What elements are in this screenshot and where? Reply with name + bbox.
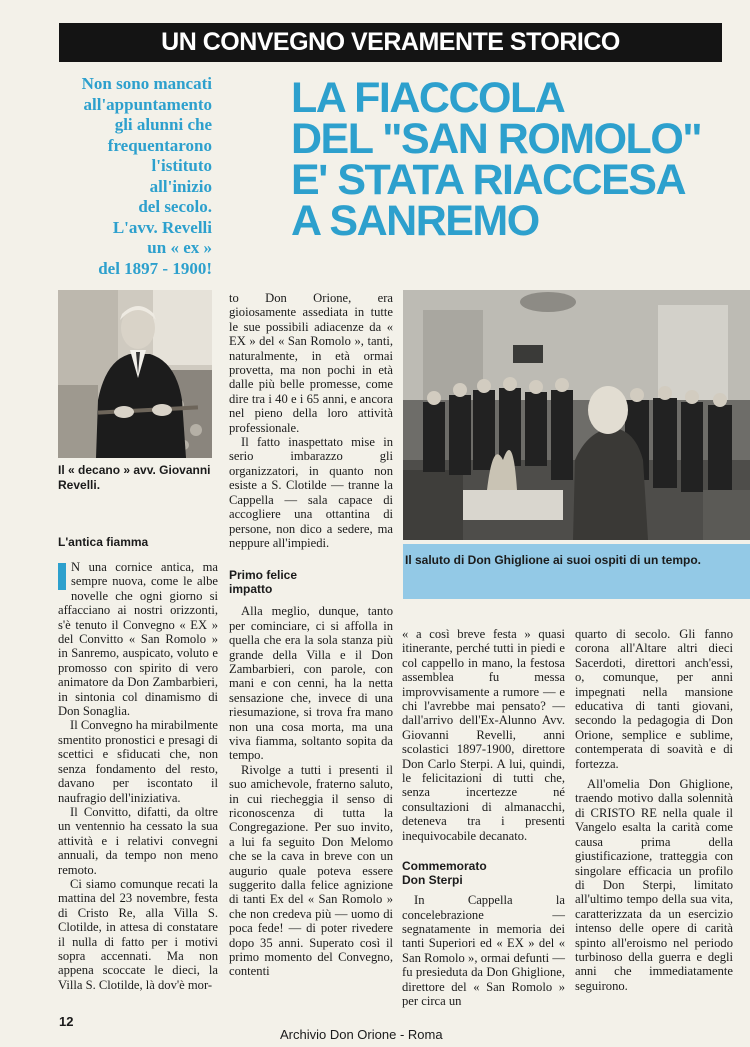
article-paragraph: « a così breve festa » quasi itinerante, perché tutti in piedi e col cappello in mano, la festosa assemblea fu messa improvvisamente a rumore — e chi l'avrebbe mai pensato? — dall'arrivo dell'Ex-Alunno Avv. Giovanni Revelli, anni scolastici 1897-1900, direttore Don Carlo Sterpi. A lui, quindi, le felicitazioni di tutti che, senza incertezze né consultazioni di almanacchi, deteneva tra i presenti inequivocabile decanato. [402,627,565,843]
subtitle-line: l'istituto [151,156,212,175]
subtitle-line: del secolo. [138,197,212,216]
article-paragraph: Il fatto inaspettato mise in serio imbarazzo gli organizzatori, in quanto non esiste a S. Clotilde — tranne la Cappella — sala capace di accogliere una ottantina di persone, non dico a sedere, ma neppure all'impiedi. [229,435,393,550]
drop-cap-marker [58,563,66,590]
article-paragraph: Il Convitto, difatti, da oltre un ventennio ha cessato la sua attività e i relativi convegni annuali, da tempo non meno remoto. [58,804,218,877]
article-paragraph: Ci siamo comunque recati la mattina del 23 novembre, festa di Cristo Re, alla Villa S. Clotilde, in attesa di constatare il nulla di fatto per i motivi sopra accennati. Ma non appena scoccate le dieci, la Villa S. Clotilde, là dov'è mor- [58,876,218,992]
photo-gathering-illustration [403,290,750,540]
heading-line: Commemorato [402,859,487,874]
article-paragraph: N una cornice antica, ma sempre nuova, come le albe novelle che ogni giorno si affacciano ai nostri orizzonti, s'è tenuto il Convegno « EX » del Convitto « San Romolo » in Sanremo, auspicato, voluto e promosso con spirito di vero animatore da Don Zambarbieri, in sintonia col dinamismo di Don Sonaglia. [58,560,218,719]
article-column-2 [229,291,393,979]
subtitle-line: del 1897 - 1900! [98,258,212,278]
photo-gathering-caption: Il saluto di Don Ghiglione ai suoi ospiti di un tempo. [405,553,701,567]
subtitle-line: all'inizio [149,176,212,196]
article-subtitle [56,74,212,279]
heading-line: Don Sterpi [402,873,463,888]
heading-line: impatto [229,582,273,597]
article-column-1 [58,535,218,992]
article-paragraph: quarto di secolo. Gli fanno corona all'Altare altri dieci Sacerdoti, direttori anch'essi, o, comunque, per anni impegnati nella mansione educativa di tanti giovani, secondo la pedagogia di Don Orione, semplice e sublime, contemperata di soavità e di fortezza. [575,627,733,771]
subtitle-line: L'avv. Revelli [112,217,212,237]
section-heading-antica-fiamma: L'antica fiamma [58,535,149,549]
article-column-3 [402,627,565,1008]
subtitle-line: all'appuntamento [83,94,212,114]
headline-line: DEL "SAN ROMOLO" [291,115,702,163]
article-headline [291,74,750,245]
article-paragraph: Alla meglio, dunque, tanto per cominciare, ci si affolla in quella che era la sola stanza più grande della Villa e il Don Zambarbieri, con parole, con mani e con cenni, ha la netta sensazione che, invece di una riesumazione, si trova fra mano non una cosa morta, ma una viva fiamma, soltanto sopita da tempo. [229,604,393,763]
headline-line: A SANREMO [291,197,539,245]
photo-gathering [403,290,750,540]
photo-revelli-illustration [58,290,212,458]
photo-revelli [58,290,212,458]
subtitle-line: gli alunni che [114,115,212,134]
archive-footer: Archivio Don Orione - Roma [280,1027,443,1042]
subtitle-line: frequentarono [107,135,212,155]
photo-revelli-caption: Il « decano » avv. Giovanni Revelli. [58,463,211,492]
article-paragraph: Rivolge a tutti i presenti il suo amichevole, fraterno saluto, in cui riecheggia il senso di riconoscenza di tutta la Congregazione. Per suo invito, a lui fa seguito Don Melomo che se la cava in breve con un augurio quale poteva essere suggerito dalla felice agnizione di tanti Ex del « San Romolo » che non credeva più — uomo di poca fede! — di poter rivedere dopo 35 anni. Superato così il primo momento del Convegno, contenti [229,762,393,979]
article-paragraph: Il Convegno ha mirabilmente smentito pronostici e presagi di scettici e sfiducati che, non senza fondamento del resto, davano per iscontato il naufragio dell'iniziativa. [58,718,218,805]
subtitle-line: Non sono mancati [81,74,212,93]
article-paragraph: All'omelia Don Ghiglione, traendo motivo dalla solennità di CRISTO RE nella quale il Vangelo esalta la carità come causa prima della giustificazione, tratteggia con singolare efficacia un profilo di Don Sterpi, limitato all'ultimo tempo della sua vita, caratterizzata da un esercizio intenso delle opere di carità spinto all'eroismo nel periodo turbinoso della guerra e degli anni che immediatamente seguirono. [575,777,733,993]
section-heading-commemorato [402,859,565,887]
article-paragraph: to Don Orione, era gioiosamente assediata in tutte le sue possibili adiacenze da « EX » del « San Romolo », tanti, naturalmente, in età ormai provetta, ma non pochi in età dalle più belle promesse, come dire tra i 40 e i 65 anni, e ancora nel pieno della loro attività professionale. [229,291,393,435]
section-banner: UN CONVEGNO VERAMENTE STORICO [59,23,722,62]
section-heading-primo-felice [229,568,393,596]
article-paragraph: In Cappella la concelebrazione — segnatamente in memoria dei tanti Superiori ed « EX » del « San Romolo », ormai defunti — fu presieduta da Don Ghiglione, direttore del « San Romolo » per circa un [402,893,565,1008]
page-number: 12 [59,1014,74,1029]
heading-line: Primo felice [229,568,298,583]
headline-line: E' STATA RIACCESA [291,156,686,204]
headline-line: LA FIACCOLA [291,74,565,122]
subtitle-line: un « ex » [147,238,212,257]
article-column-4 [575,627,733,993]
